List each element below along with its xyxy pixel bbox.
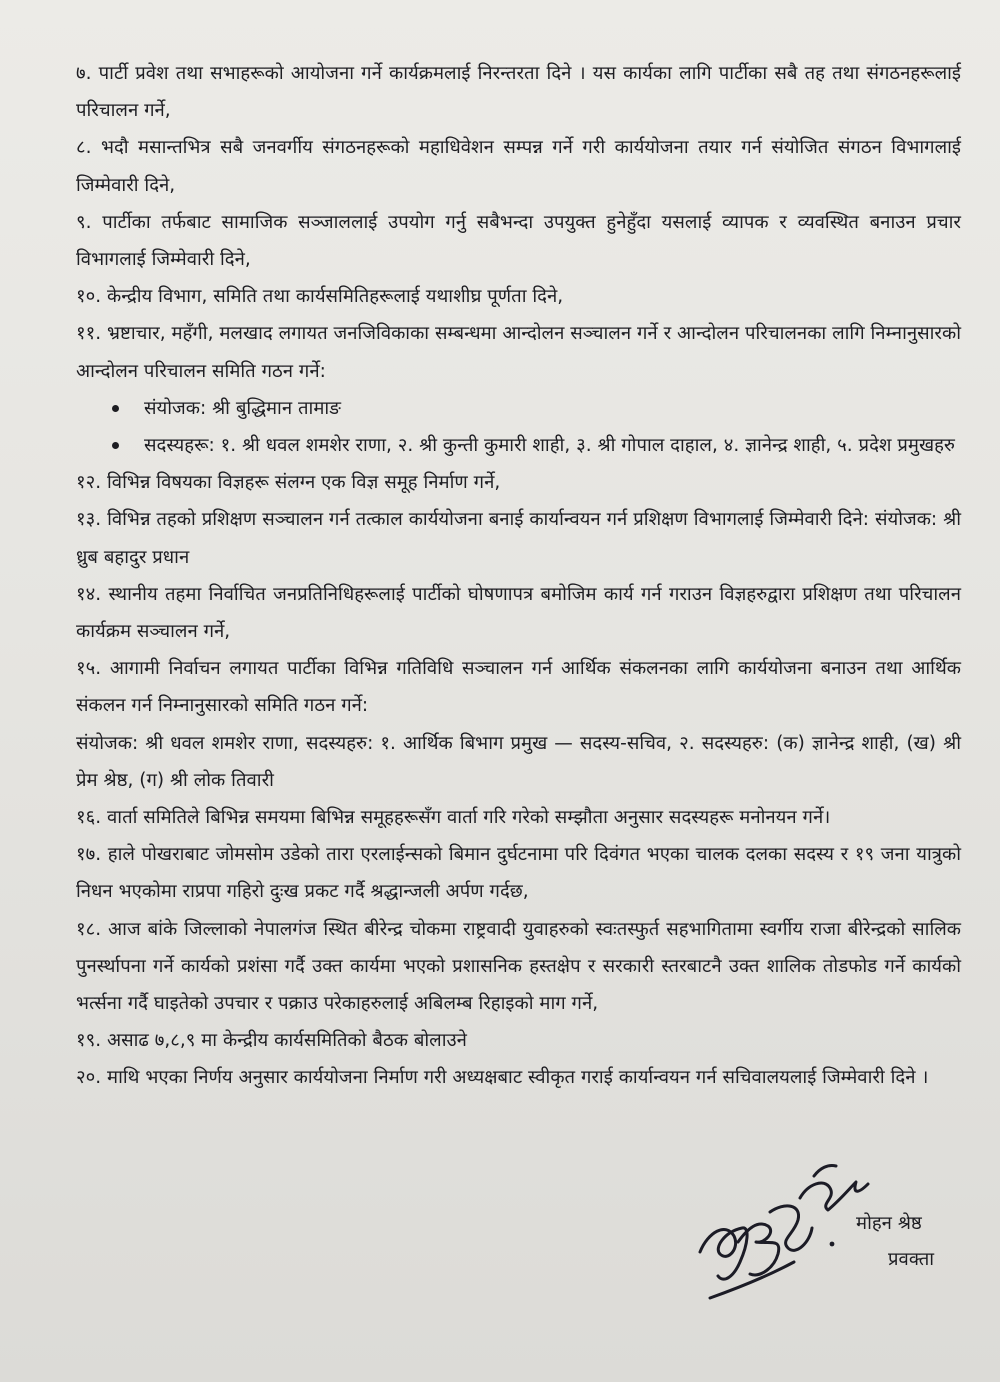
decision-item-15: १५. आगामी निर्वाचन लगायत पार्टीका विभिन्न गतिविधि सञ्चालन गर्न आर्थिक संकलनका लागि कार्ययोजना बनाउन तथा आर्थिक संकलन गर्न निम्नानुसारको समिति गठन गर्ने:: [76, 658, 961, 717]
committee-members: सदस्यहरू: १. श्री धवल शमशेर राणा, २. श्री कुन्ती कुमारी शाही, ३. श्री गोपाल दाहाल, ४. ज्ञानेन्द्र शाही, ५. प्रदेश प्रमुखहरु: [144, 427, 961, 464]
finance-committee-members: संयोजक: श्री धवल शमशेर राणा, सदस्यहरु: १. आर्थिक बिभाग प्रमुख — सदस्य-सचिव, २. सदस्यहरु: (क) ज्ञानेन्द्र शाही, (ख) श्री प्रेम श्रेष्ठ, (ग) श्री लोक तिवारी: [76, 732, 961, 791]
decision-item-14: १४. स्थानीय तहमा निर्वाचित जनप्रतिनिधिहरूलाई पार्टीको घोषणापत्र बमोजिम कार्य गर्न गराउन विज्ञहरुद्वारा प्रशिक्षण तथा परिचालन कार्यक्रम सञ्चालन गर्ने,: [76, 583, 961, 643]
decision-item-18: १८. आज बांके जिल्लाको नेपालगंज स्थित बीरेन्द्र चोकमा राष्ट्रवादी युवाहरुको स्वःतस्फुर्त सहभागितामा स्वर्गीय राजा बीरेन्द्रको सालिक पुनर्स्थापना गर्ने कार्यको प्रशंसा गर्दै उक्त कार्यमा भएको प्रशासनिक हस्तक्षेप र सरकारी स्तरबाटनै उक्त शालिक तोडफोड गर्ने कार्यको भर्त्सना गर्दै घाइतेको उपचार र पक्राउ परेकाहरुलाई अबिलम्ब रिहाइको माग गर्ने,: [76, 918, 961, 1015]
decision-item-8: ८. भदौ मसान्तभित्र सबै जनवर्गीय संगठनहरूको महाधिवेशन सम्पन्न गर्ने गरी कार्ययोजना तयार गर्न संयोजित संगठन विभागलाई जिम्मेवारी दिने,: [76, 137, 961, 196]
committee-coordinator: संयोजक: श्री बुद्धिमान तामाङ: [144, 390, 961, 427]
decision-item-17: १७. हाले पोखराबाट जोमसोम उडेको तारा एरलाईन्सको बिमान दुर्घटनामा परि दिवंगत भएका चालक दलका सदस्य र १९ जना यात्रुको निधन भएकोमा राप्रपा गहिरो दुःख प्रकट गर्दै श्रद्धान्जली अर्पण गर्दछ,: [76, 844, 961, 903]
decision-item-7: ७. पार्टी प्रवेश तथा सभाहरूको आयोजना गर्ने कार्यक्रमलाई निरन्तरता दिने । यस कार्यका लागि पार्टीका सबै तह तथा संगठनहरूलाई परिचालन गर्ने,: [76, 63, 961, 122]
decision-item-19: १९. असाढ ७,८,९ मा केन्द्रीय कार्यसमितिको बैठक बोलाउने: [76, 1030, 467, 1052]
decision-item-20: २०. माथि भएका निर्णय अनुसार कार्ययोजना निर्माण गरी अध्यक्षबाट स्वीकृत गराई कार्यान्वयन गर्न सचिवालयलाई जिम्मेवारी दिने ।: [76, 1067, 929, 1089]
decision-item-10: १०. केन्द्रीय विभाग, समिति तथा कार्यसमितिहरूलाई यथाशीघ्र पूर्णता दिने,: [76, 286, 564, 308]
signatory-title: प्रवक्ता: [888, 1249, 935, 1270]
decision-item-12: १२. विभिन्न विषयका विज्ञहरू संलग्न एक विज्ञ समूह निर्माण गर्ने,: [76, 472, 501, 494]
movement-committee-list: [76, 390, 961, 464]
signatory-name: मोहन श्रेष्ठ: [856, 1213, 922, 1234]
decision-item-9: ९. पार्टीका तर्फबाट सामाजिक सञ्जाललाई उपयोग गर्नु सबैभन्दा उपयुक्त हुनेहुँदा यसलाई व्यापक र व्यवस्थित बनाउन प्रचार विभागलाई जिम्मेवारी दिने,: [76, 211, 961, 271]
decision-item-16: १६. वार्ता समितिले बिभिन्न समयमा बिभिन्न समूहहरूसँग वार्ता गरि गरेको सम्झौता अनुसार सदस्यहरू मनोनयन गर्ने।: [76, 807, 831, 829]
document-body: [76, 55, 961, 1097]
decision-item-11: ११. भ्रष्टाचार, महँगी, मलखाद लगायत जनजिविकाका सम्बन्धमा आन्दोलन सञ्चालन गर्ने र आन्दोलन परिचालनका लागि निम्नानुसारको आन्दोलन परिचालन समिति गठन गर्ने:: [76, 323, 961, 382]
signature-block: [690, 1148, 960, 1318]
decision-item-13: १३. विभिन्न तहको प्रशिक्षण सञ्चालन गर्न तत्काल कार्ययोजना बनाई कार्यान्वयन गर्न प्रशिक्षण विभागलाई जिम्मेवारी दिने: संयोजक: श्री ध्रुब बहादुर प्रधान: [76, 509, 961, 568]
